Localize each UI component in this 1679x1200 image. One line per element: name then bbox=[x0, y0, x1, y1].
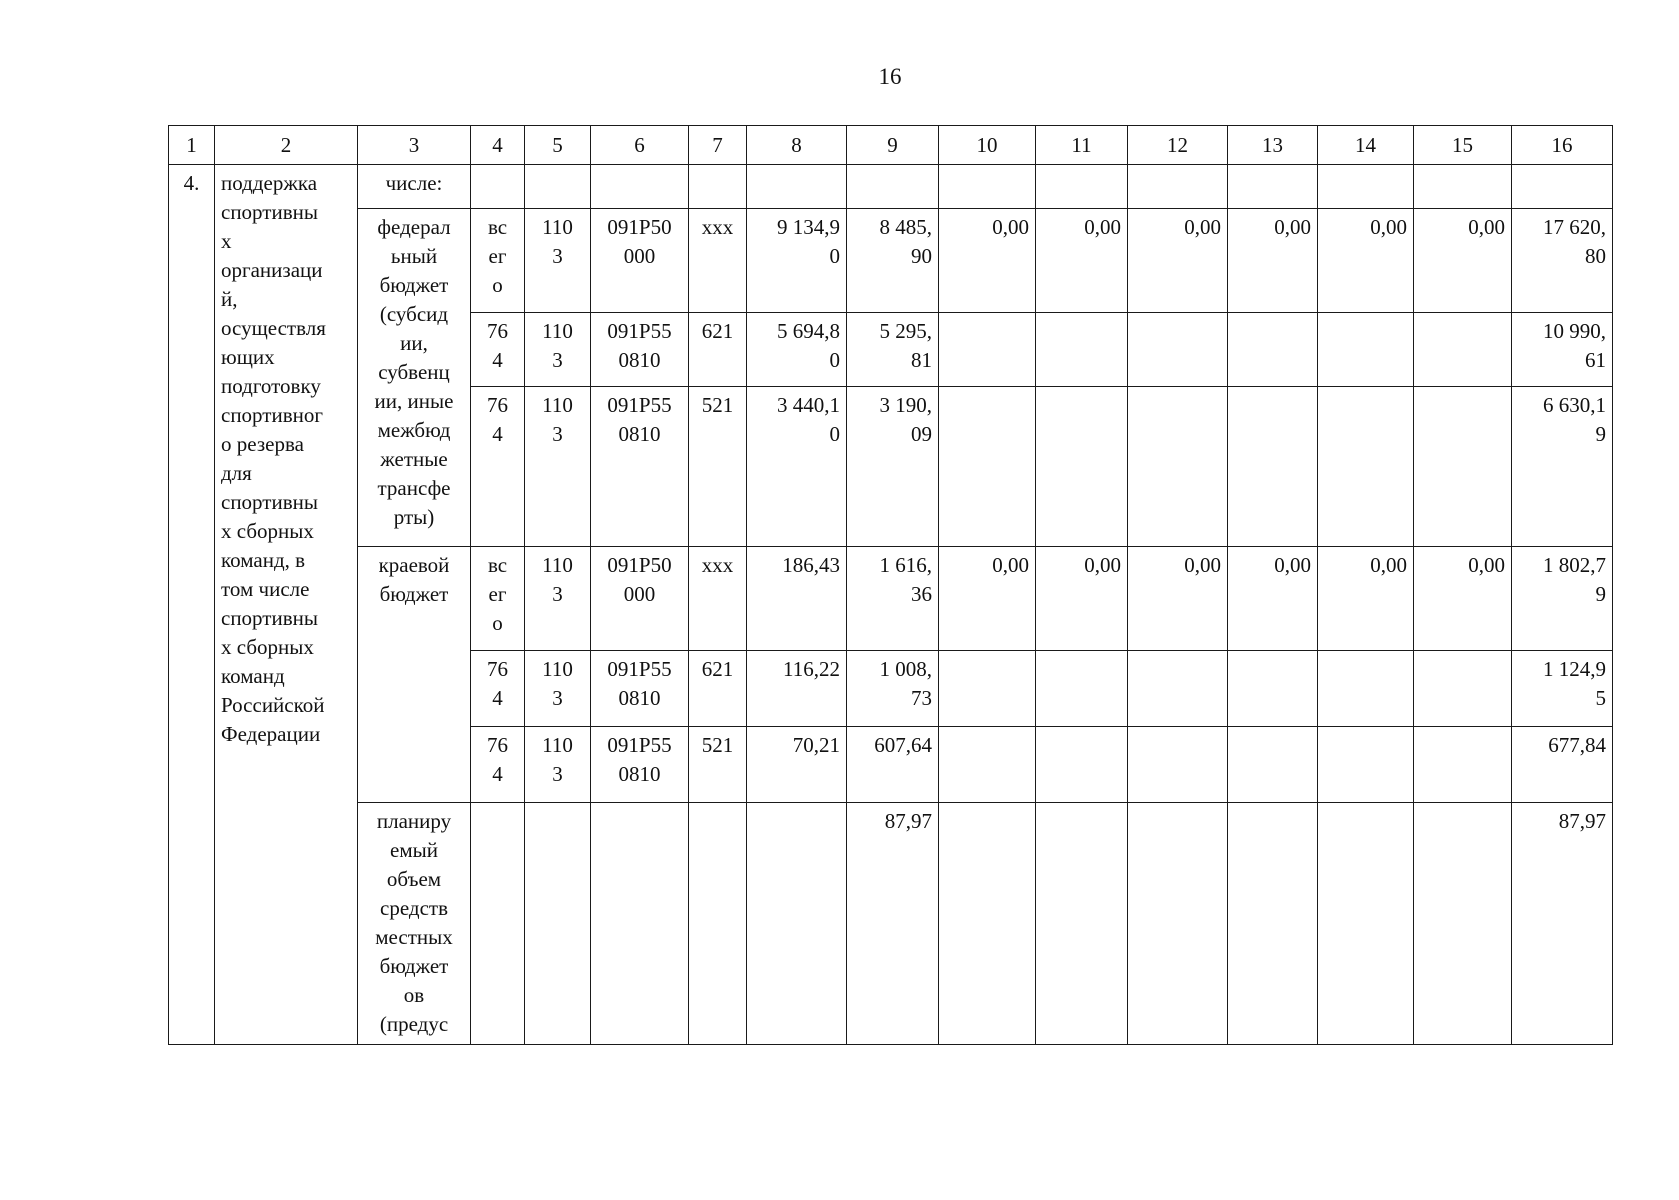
cell-c5 bbox=[525, 803, 591, 1045]
cell-c12 bbox=[1128, 727, 1228, 803]
cell-c13 bbox=[1228, 727, 1318, 803]
cell-c9: 8 485, 90 bbox=[847, 209, 939, 313]
cell-c16 bbox=[1512, 165, 1613, 209]
cell-c10: 0,00 bbox=[939, 547, 1036, 651]
cell-c7: ххх bbox=[689, 547, 747, 651]
cell-c4: вс ег о bbox=[471, 209, 525, 313]
cell-c10 bbox=[939, 651, 1036, 727]
cell-c10: 0,00 bbox=[939, 209, 1036, 313]
cell-c13 bbox=[1228, 165, 1318, 209]
table-row bbox=[169, 209, 1613, 313]
cell-c4: 76 4 bbox=[471, 387, 525, 547]
col-header-2: 2 bbox=[215, 126, 358, 165]
cell-c12 bbox=[1128, 165, 1228, 209]
cell-c5: 110 3 bbox=[525, 651, 591, 727]
cell-c5: 110 3 bbox=[525, 727, 591, 803]
cell-c9: 3 190, 09 bbox=[847, 387, 939, 547]
cell-c11 bbox=[1036, 651, 1128, 727]
cell-c15 bbox=[1414, 803, 1512, 1045]
cell-c8: 70,21 bbox=[747, 727, 847, 803]
cell-c8 bbox=[747, 803, 847, 1045]
cell-c16: 10 990, 61 bbox=[1512, 313, 1613, 387]
cell-c7: 621 bbox=[689, 313, 747, 387]
cell-c4: 76 4 bbox=[471, 727, 525, 803]
col-header-12: 12 bbox=[1128, 126, 1228, 165]
cell-c4 bbox=[471, 165, 525, 209]
cell-c10 bbox=[939, 387, 1036, 547]
cell-c10 bbox=[939, 727, 1036, 803]
cell-c10 bbox=[939, 313, 1036, 387]
cell-c8 bbox=[747, 165, 847, 209]
row-number: 4. bbox=[169, 165, 215, 1045]
cell-c11: 0,00 bbox=[1036, 209, 1128, 313]
col-header-9: 9 bbox=[847, 126, 939, 165]
cell-c5 bbox=[525, 165, 591, 209]
cell-c6: 091Р55 0810 bbox=[591, 727, 689, 803]
cell-c8: 3 440,1 0 bbox=[747, 387, 847, 547]
cell-c8: 5 694,8 0 bbox=[747, 313, 847, 387]
cell-c4 bbox=[471, 803, 525, 1045]
cell-c4: 76 4 bbox=[471, 313, 525, 387]
col-header-10: 10 bbox=[939, 126, 1036, 165]
cell-c15: 0,00 bbox=[1414, 547, 1512, 651]
cell-c12 bbox=[1128, 651, 1228, 727]
source-label: федерал ьный бюджет (субсид ии, субвенц ии, иные межбюд жетные трансфе рты) bbox=[358, 209, 471, 547]
cell-c14 bbox=[1318, 651, 1414, 727]
col-header-7: 7 bbox=[689, 126, 747, 165]
cell-c5: 110 3 bbox=[525, 209, 591, 313]
cell-c9: 5 295, 81 bbox=[847, 313, 939, 387]
col-header-6: 6 bbox=[591, 126, 689, 165]
cell-c6 bbox=[591, 165, 689, 209]
cell-c11 bbox=[1036, 803, 1128, 1045]
cell-c14 bbox=[1318, 727, 1414, 803]
col-header-13: 13 bbox=[1228, 126, 1318, 165]
cell-c16: 1 124,9 5 bbox=[1512, 651, 1613, 727]
cell-c15 bbox=[1414, 651, 1512, 727]
cell-c16: 87,97 bbox=[1512, 803, 1613, 1045]
cell-c10 bbox=[939, 803, 1036, 1045]
header-row bbox=[169, 126, 1613, 165]
cell-c13: 0,00 bbox=[1228, 209, 1318, 313]
cell-c11 bbox=[1036, 387, 1128, 547]
cell-c5: 110 3 bbox=[525, 387, 591, 547]
cell-c14 bbox=[1318, 165, 1414, 209]
budget-table bbox=[168, 125, 1613, 1045]
cell-c7: 521 bbox=[689, 387, 747, 547]
cell-c8: 116,22 bbox=[747, 651, 847, 727]
col-header-8: 8 bbox=[747, 126, 847, 165]
cell-c11: 0,00 bbox=[1036, 547, 1128, 651]
cell-c12 bbox=[1128, 313, 1228, 387]
cell-c15 bbox=[1414, 165, 1512, 209]
cell-c8: 9 134,9 0 bbox=[747, 209, 847, 313]
cell-c12 bbox=[1128, 803, 1228, 1045]
cell-c15 bbox=[1414, 727, 1512, 803]
cell-c11 bbox=[1036, 727, 1128, 803]
cell-c4: вс ег о bbox=[471, 547, 525, 651]
cell-c14: 0,00 bbox=[1318, 209, 1414, 313]
source-label: планиру емый объем средств местных бюджет ов (предус bbox=[358, 803, 471, 1045]
cell-c13 bbox=[1228, 651, 1318, 727]
cell-c10 bbox=[939, 165, 1036, 209]
cell-c9: 1 616, 36 bbox=[847, 547, 939, 651]
cell-c12 bbox=[1128, 387, 1228, 547]
cell-c6: 091Р50 000 bbox=[591, 547, 689, 651]
cell-c14 bbox=[1318, 313, 1414, 387]
cell-c7: 521 bbox=[689, 727, 747, 803]
cell-c6: 091Р50 000 bbox=[591, 209, 689, 313]
cell-c13: 0,00 bbox=[1228, 547, 1318, 651]
cell-c13 bbox=[1228, 387, 1318, 547]
row-description: поддержка спортивны х организаци й, осуществля ющих подготовку спортивног о резерва для спортивны х сборных команд, в том числе спортивны х сборных команд Российской Федерации bbox=[215, 165, 358, 1045]
cell-c9: 1 008, 73 bbox=[847, 651, 939, 727]
cell-c14 bbox=[1318, 387, 1414, 547]
cell-c4: 76 4 bbox=[471, 651, 525, 727]
cell-c16: 6 630,1 9 bbox=[1512, 387, 1613, 547]
cell-c11 bbox=[1036, 165, 1128, 209]
source-label: числе: bbox=[358, 165, 471, 209]
cell-c9: 607,64 bbox=[847, 727, 939, 803]
cell-c13 bbox=[1228, 803, 1318, 1045]
cell-c6: 091Р55 0810 bbox=[591, 313, 689, 387]
cell-c5: 110 3 bbox=[525, 313, 591, 387]
cell-c7 bbox=[689, 803, 747, 1045]
col-header-11: 11 bbox=[1036, 126, 1128, 165]
cell-c15: 0,00 bbox=[1414, 209, 1512, 313]
cell-c14: 0,00 bbox=[1318, 547, 1414, 651]
cell-c5: 110 3 bbox=[525, 547, 591, 651]
cell-c12: 0,00 bbox=[1128, 547, 1228, 651]
cell-c7: 621 bbox=[689, 651, 747, 727]
cell-c8: 186,43 bbox=[747, 547, 847, 651]
cell-c9: 87,97 bbox=[847, 803, 939, 1045]
col-header-14: 14 bbox=[1318, 126, 1414, 165]
cell-c15 bbox=[1414, 387, 1512, 547]
table-row bbox=[169, 165, 1613, 209]
cell-c11 bbox=[1036, 313, 1128, 387]
cell-c6: 091Р55 0810 bbox=[591, 387, 689, 547]
cell-c16: 17 620, 80 bbox=[1512, 209, 1613, 313]
cell-c7 bbox=[689, 165, 747, 209]
cell-c6: 091Р55 0810 bbox=[591, 651, 689, 727]
cell-c16: 677,84 bbox=[1512, 727, 1613, 803]
cell-c14 bbox=[1318, 803, 1414, 1045]
source-label: краевой бюджет bbox=[358, 547, 471, 803]
cell-c12: 0,00 bbox=[1128, 209, 1228, 313]
col-header-4: 4 bbox=[471, 126, 525, 165]
table-row bbox=[169, 803, 1613, 1045]
cell-c15 bbox=[1414, 313, 1512, 387]
table-row bbox=[169, 547, 1613, 651]
cell-c9 bbox=[847, 165, 939, 209]
cell-c13 bbox=[1228, 313, 1318, 387]
col-header-1: 1 bbox=[169, 126, 215, 165]
col-header-3: 3 bbox=[358, 126, 471, 165]
col-header-5: 5 bbox=[525, 126, 591, 165]
cell-c16: 1 802,7 9 bbox=[1512, 547, 1613, 651]
page-number: 16 bbox=[878, 64, 902, 89]
col-header-16: 16 bbox=[1512, 126, 1613, 165]
col-header-15: 15 bbox=[1414, 126, 1512, 165]
cell-c7: ххх bbox=[689, 209, 747, 313]
cell-c6 bbox=[591, 803, 689, 1045]
